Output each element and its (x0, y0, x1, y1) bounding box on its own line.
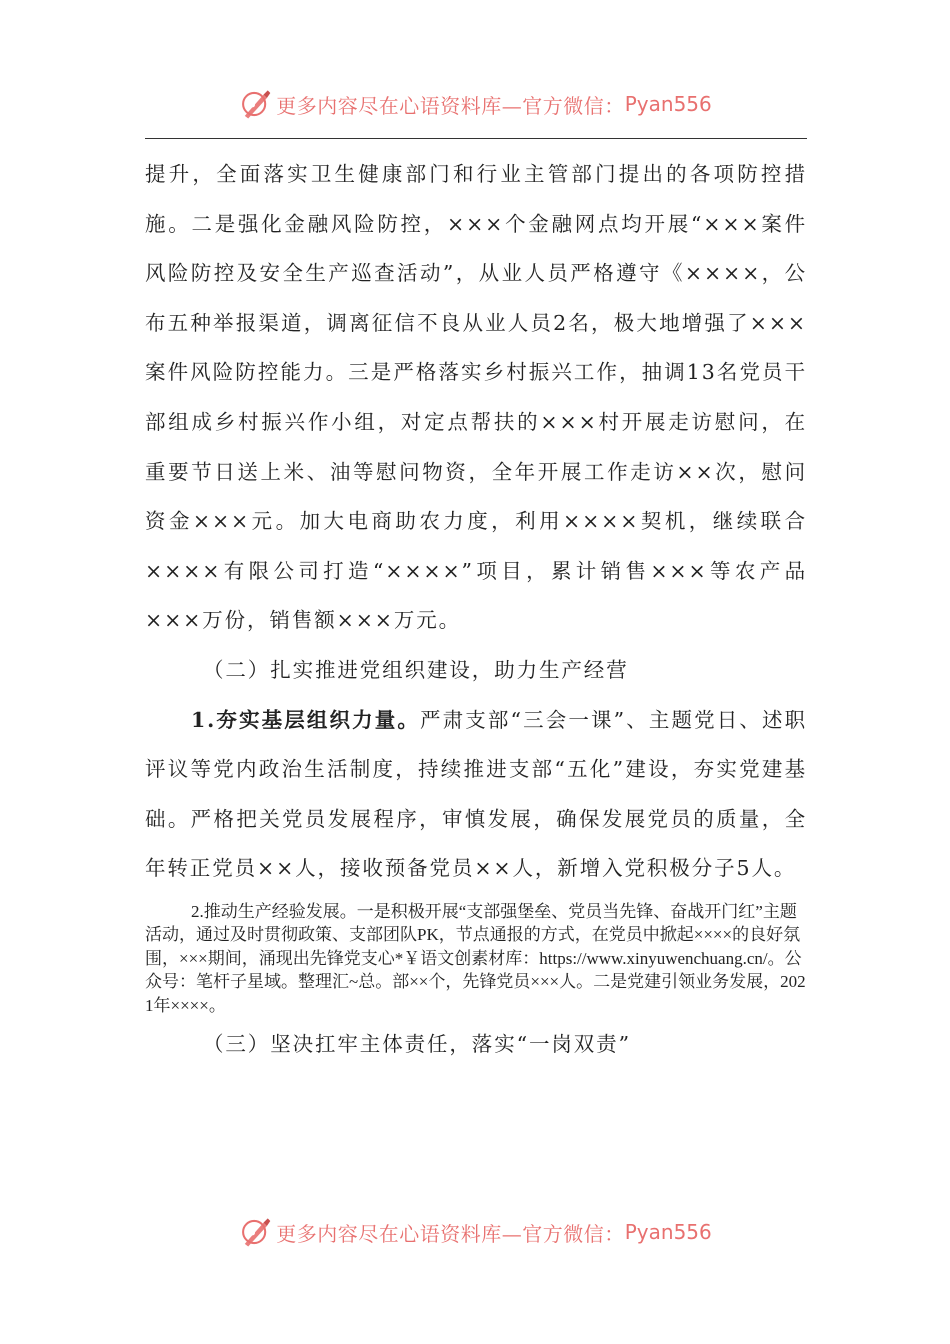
paragraph-1: 提升，全面落实卫生健康部门和行业主管部门提出的各项防控措施。二是强化金融风险防控，×××个金融网点均开展“×××案件风险防控及安全生产巡查活动”，从业人员严格遵守《××××，公布五种举报渠道，调离征信不良从业人员2名，极大地增强了×××案件风险防控能力。三是严格落实乡村振兴工作，抽调13名党员干部组成乡村振兴作小组，对定点帮扶的×××村开展走访慰问，在重要节日送上米、油等慰问物资，全年开展工作走访××次，慰问资金×××元。加大电商助农力度，利用××××契机，继续联合××××有限公司打造“××××”项目，累计销售×××等农产品×××万份，销售额×××万元。 (145, 162, 807, 633)
section-heading-2: （二）扎实推进党组织建设，助力生产经营 (203, 657, 629, 682)
section-heading-3: （三）坚决扛牢主体责任，落实“一岗双责” (203, 1032, 631, 1057)
document-body (145, 150, 807, 1070)
banner-text: 更多内容尽在心语资料库—官方微信： (276, 93, 625, 118)
banner-wechat-id: Pyan556 (624, 1220, 712, 1244)
paragraph-2-body: 严肃支部“三会一课”、主题党日、述职评议等党内政治生活制度，持续推进支部“五化”建设，夯实党建基础。严格把关党员发展程序，审慎发展，确保发展党员的质量，全年转正党员××人，接收预备党员××人，新增入党积极分子5人。 (145, 707, 807, 881)
header-divider (145, 138, 807, 139)
paragraph-3: 2.推动生产经验发展。一是积极开展“支部强堡垒、党员当先锋、奋战开门红”主题活动，通过及时贯彻政策、支部团队PK，节点通报的方式，在党员中掀起××××的良好氛围，×××期间，涌现出先锋党支心*￥语文创素材库：https://www.xinyuwenchuang.cn/。公众号：笔杆子星域。整理汇~总。部××个，先锋党员×××人。二是党建引领业务发展，2021年××××。 (145, 901, 806, 1015)
banner-wechat-id: Pyan556 (624, 92, 712, 116)
pen-logo-icon (238, 1215, 272, 1249)
header-banner (0, 82, 950, 126)
footer-banner (0, 1210, 950, 1254)
pen-logo-icon (238, 87, 272, 121)
banner-text: 更多内容尽在心语资料库—官方微信： (276, 1221, 625, 1246)
paragraph-2 (145, 696, 807, 894)
paragraph-2-lead: 1.夯实基层组织力量。 (191, 707, 421, 732)
